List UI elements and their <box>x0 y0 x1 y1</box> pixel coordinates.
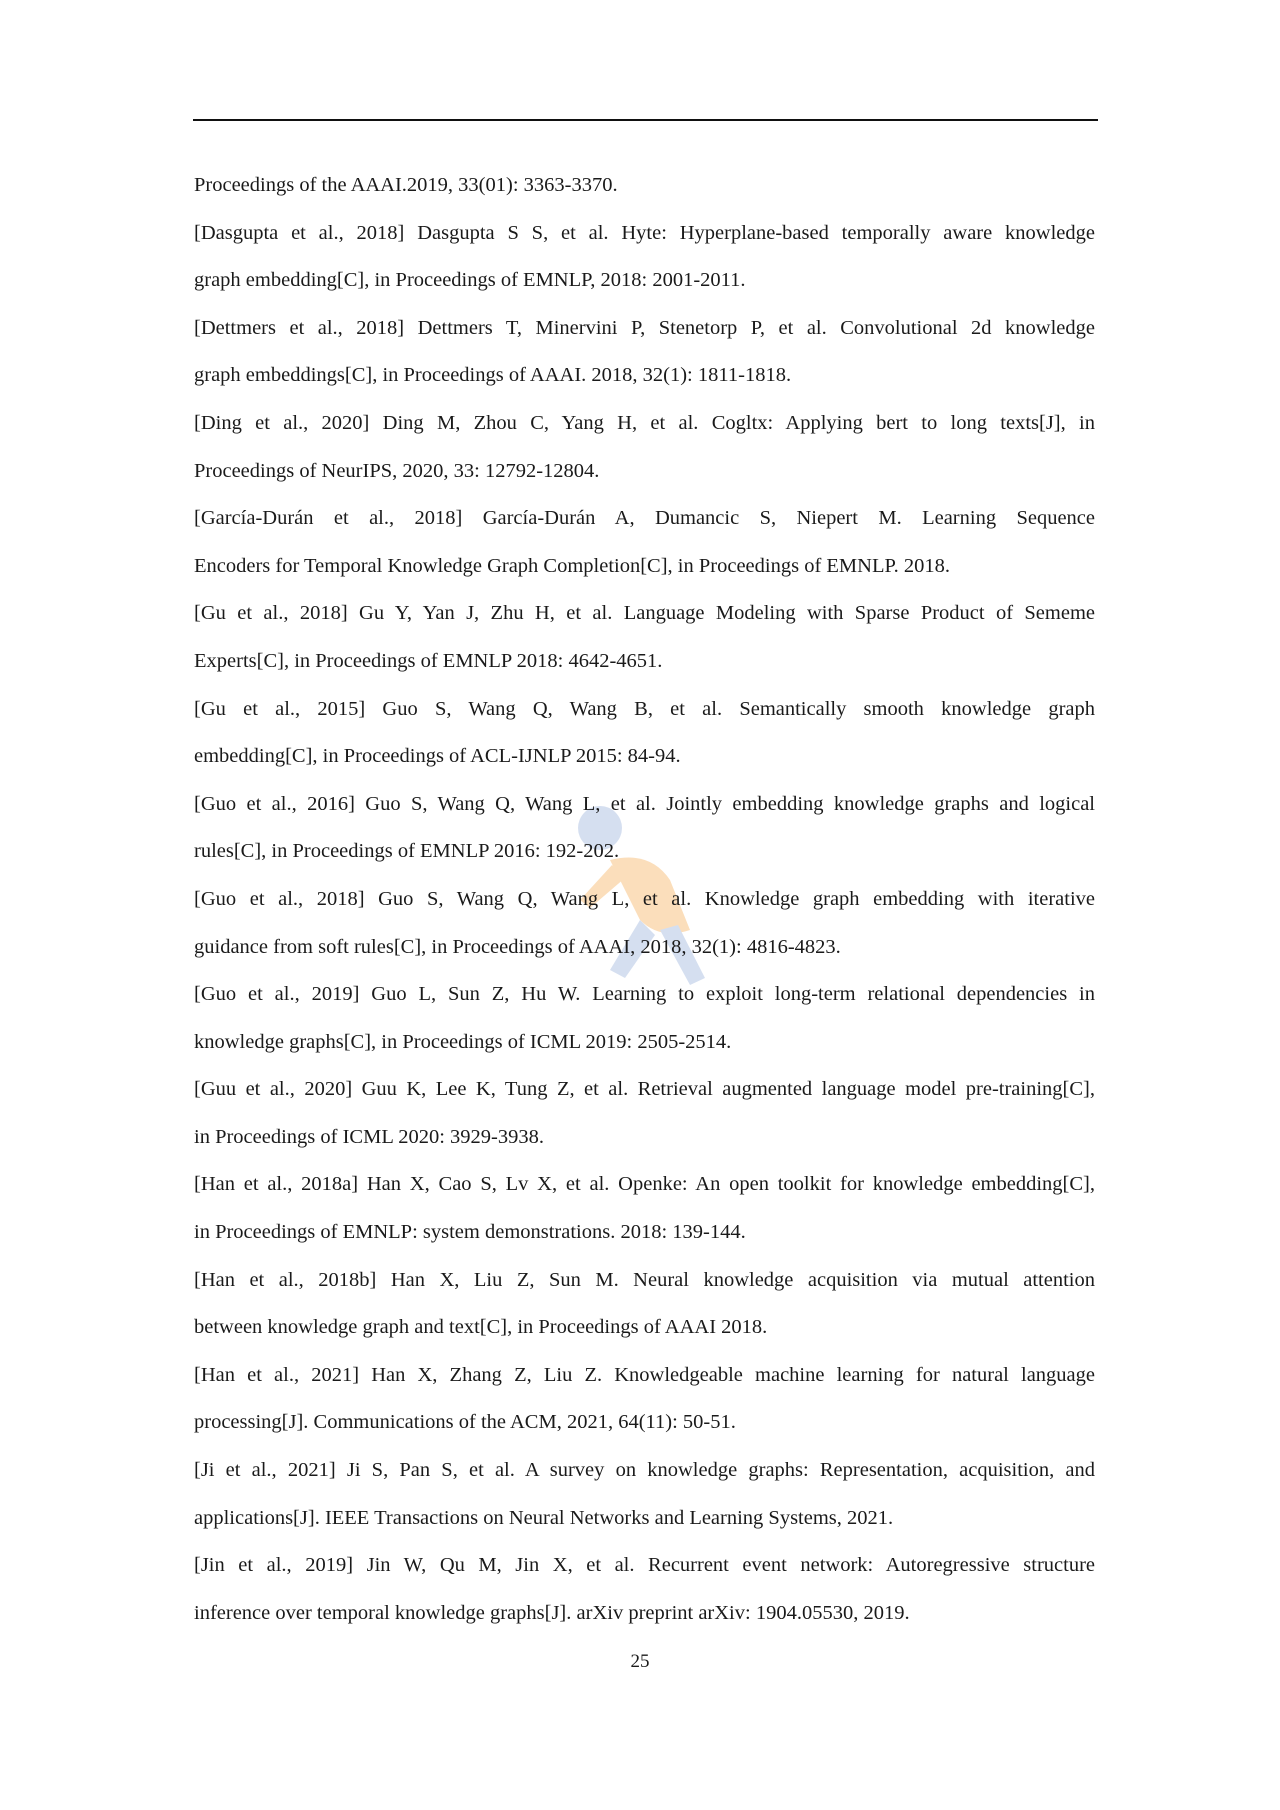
reference-line: rules[C], in Proceedings of EMNLP 2016: 192-202. <box>194 840 620 863</box>
reference-entry <box>194 1257 1095 1352</box>
reference-line: Proceedings of NeurIPS, 2020, 33: 12792-12804. <box>194 459 600 482</box>
reference-line: embedding[C], in Proceedings of ACL-IJNLP 2015: 84-94. <box>194 745 681 768</box>
reference-line: [Guo et al., 2018] Guo S, Wang Q, Wang L, et al. Knowledge graph embedding with iterative <box>194 887 1095 910</box>
reference-line: [Guu et al., 2020] Guu K, Lee K, Tung Z, et al. Retrieval augmented language model pre-training[C], <box>194 1078 1095 1101</box>
reference-line: [Dettmers et al., 2018] Dettmers T, Minervini P, Stenetorp P, et al. Convolutional 2d knowledge <box>194 316 1095 339</box>
reference-line: [Han et al., 2018b] Han X, Liu Z, Sun M. Neural knowledge acquisition via mutual attention <box>194 1268 1095 1291</box>
reference-line: guidance from soft rules[C], in Proceedings of AAAI, 2018, 32(1): 4816-4823. <box>194 935 841 958</box>
reference-entry <box>194 971 1095 1066</box>
reference-line: [Han et al., 2021] Han X, Zhang Z, Liu Z. Knowledgeable machine learning for natural language <box>194 1363 1095 1386</box>
reference-line: graph embedding[C], in Proceedings of EMNLP, 2018: 2001-2011. <box>194 269 746 292</box>
reference-line: [Ji et al., 2021] Ji S, Pan S, et al. A survey on knowledge graphs: Representation, acquisition, and <box>194 1459 1095 1482</box>
reference-line: Experts[C], in Proceedings of EMNLP 2018: 4642-4651. <box>194 649 663 672</box>
reference-entry <box>194 590 1095 685</box>
reference-entry <box>194 1066 1095 1161</box>
reference-entry <box>194 1352 1095 1447</box>
reference-line: in Proceedings of ICML 2020: 3929-3938. <box>194 1125 544 1148</box>
reference-entry <box>194 305 1095 400</box>
reference-entry <box>194 400 1095 495</box>
reference-entry <box>194 1542 1095 1637</box>
reference-line: [Ding et al., 2020] Ding M, Zhou C, Yang H, et al. Cogltx: Applying bert to long texts[J], in <box>194 411 1095 434</box>
reference-line: Proceedings of the AAAI.2019, 33(01): 3363-3370. <box>194 174 618 196</box>
reference-entry <box>194 1447 1095 1542</box>
reference-list <box>194 162 1095 1637</box>
header-rule <box>193 119 1098 121</box>
reference-line: inference over temporal knowledge graphs[J]. arXiv preprint arXiv: 1904.05530, 2019. <box>194 1601 910 1624</box>
reference-entry <box>194 781 1095 876</box>
reference-line: [Dasgupta et al., 2018] Dasgupta S S, et al. Hyte: Hyperplane-based temporally aware knowledge <box>194 221 1095 244</box>
reference-line: between knowledge graph and text[C], in Proceedings of AAAI 2018. <box>194 1316 768 1339</box>
page-number: 25 <box>630 1651 650 1672</box>
reference-entry <box>194 162 1095 210</box>
reference-line: [Gu et al., 2015] Guo S, Wang Q, Wang B, et al. Semantically smooth knowledge graph <box>194 697 1095 720</box>
reference-entry <box>194 1161 1095 1256</box>
reference-line: knowledge graphs[C], in Proceedings of ICML 2019: 2505-2514. <box>194 1030 732 1053</box>
reference-line: applications[J]. IEEE Transactions on Neural Networks and Learning Systems, 2021. <box>194 1506 894 1529</box>
reference-line: [Guo et al., 2016] Guo S, Wang Q, Wang L, et al. Jointly embedding knowledge graphs and logical <box>194 792 1095 815</box>
reference-line: Encoders for Temporal Knowledge Graph Completion[C], in Proceedings of EMNLP. 2018. <box>194 554 950 577</box>
reference-line: [Han et al., 2018a] Han X, Cao S, Lv X, et al. Openke: An open toolkit for knowledge embedding[C], <box>194 1173 1095 1196</box>
reference-line: graph embeddings[C], in Proceedings of AAAI. 2018, 32(1): 1811-1818. <box>194 364 792 387</box>
reference-line: [Gu et al., 2018] Gu Y, Yan J, Zhu H, et al. Language Modeling with Sparse Product of Sememe <box>194 602 1095 625</box>
reference-line: [Jin et al., 2019] Jin W, Qu M, Jin X, et al. Recurrent event network: Autoregressive structure <box>194 1554 1095 1577</box>
reference-entry <box>194 686 1095 781</box>
reference-line: [Guo et al., 2019] Guo L, Sun Z, Hu W. Learning to exploit long-term relational dependencies in <box>194 983 1095 1006</box>
reference-line: in Proceedings of EMNLP: system demonstrations. 2018: 139-144. <box>194 1221 746 1244</box>
reference-line: processing[J]. Communications of the ACM, 2021, 64(11): 50-51. <box>194 1411 736 1434</box>
reference-entry <box>194 210 1095 305</box>
reference-entry <box>194 876 1095 971</box>
reference-entry <box>194 495 1095 590</box>
reference-line: [García-Durán et al., 2018] García-Durán A, Dumancic S, Niepert M. Learning Sequence <box>194 507 1095 530</box>
